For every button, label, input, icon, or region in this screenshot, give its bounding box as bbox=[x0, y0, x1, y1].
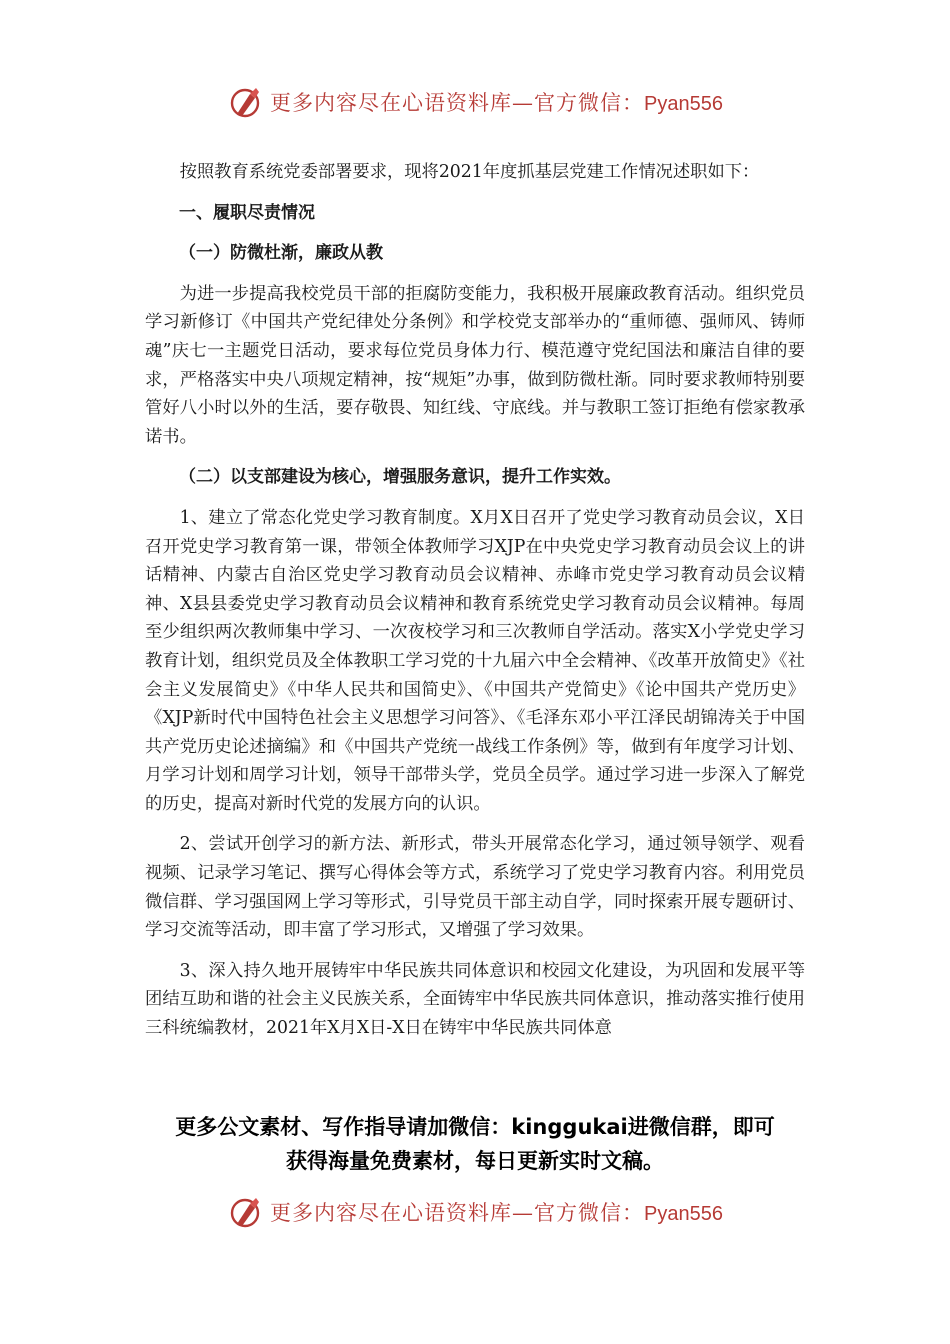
body-paragraph: 为进一步提高我校党员干部的拒腐防变能力，我积极开展廉政教育活动。组织党员学习新修订《中国共产党纪律处分条例》和学校党支部举办的“重师德、强师风、铸师魂”庆七一主题党日活动，要求每位党员身体力行、模范遵守党纪国法和廉洁自律的要求，严格落实中央八项规定精神，按“规矩”办事，做到防微杜渐。同时要求教师特别要管好八小时以外的生活，要存敬畏、知红线、守底线。并与教职工签订拒绝有偿家教承诺书。 bbox=[145, 283, 805, 447]
body-paragraph: 3、深入持久地开展铸牢中华民族共同体意识和校园文化建设，为巩固和发展平等团结互助和谐的社会主义民族关系，全面铸牢中华民族共同体意识，推动落实推行使用三科统编教材，2021年X月X日-X日在铸牢中华民族共同体意 bbox=[145, 960, 805, 1039]
watermark-text: 更多内容尽在心语资料库—官方微信：Pyan556 bbox=[270, 91, 723, 115]
intro-paragraph: 按照教育系统党委部署要求，现将2021年度抓基层党建工作情况述职如下： bbox=[179, 162, 760, 182]
subsection-heading: （二）以支部建设为核心，增强服务意识，提升工作实效。 bbox=[179, 467, 621, 488]
watermark-text: 更多内容尽在心语资料库—官方微信：Pyan556 bbox=[270, 1201, 723, 1225]
footer-watermark bbox=[228, 1192, 748, 1232]
promo-line: 获得海量免费素材，每日更新实时文稿。 bbox=[286, 1149, 664, 1173]
body-paragraph: 2、尝试开创学习的新方法、新形式，带头开展常态化学习，通过领导领学、观看视频、记录学习笔记、撰写心得体会等方式，系统学习了党史学习教育内容。利用党员微信群、学习强国网上学习等形式，引导党员干部主动自学，同时探索开展专题研讨、学习交流等活动，即丰富了学习形式，又增强了学习效果。 bbox=[145, 834, 805, 941]
pen-nib-logo-icon bbox=[228, 1194, 264, 1230]
document-body bbox=[145, 158, 805, 1043]
subsection-heading: （一）防微杜渐，廉政从教 bbox=[179, 243, 383, 264]
promo-line: 更多公文素材、写作指导请加微信：kinggukai进微信群，即可 bbox=[175, 1115, 775, 1139]
promo-banner bbox=[120, 1110, 830, 1178]
pen-nib-logo-icon bbox=[228, 84, 264, 120]
body-paragraph: 1、建立了常态化党史学习教育制度。X月X日召开了党史学习教育动员会议，X日召开党史学习教育第一课，带领全体教师学习XJP在中央党史学习教育动员会议上的讲话精神、内蒙古自治区党史学习教育动员会议精神、赤峰市党史学习教育动员会议精神、X县县委党史学习教育动员会议精神和教育系统党史学习教育动员会议精神。每周至少组织两次教师集中学习、一次夜校学习和三次教师自学活动。落实X小学党史学习教育计划，组织党员及全体教职工学习党的十九届六中全会精神、《改革开放简史》《社会主义发展简史》《中华人民共和国简史》、《中国共产党简史》《论中国共产党历史》《XJP新时代中国特色社会主义思想学习问答》、《毛泽东邓小平江泽民胡锦涛关于中国共产党历史论述摘编》和《中国共产党统一战线工作条例》等，做到有年度学习计划、月学习计划和周学习计划，领导干部带头学，党员全员学。通过学习进一步深入了解党的历史，提高对新时代党的发展方向的认识。 bbox=[145, 507, 805, 814]
section-heading: 一、履职尽责情况 bbox=[179, 202, 315, 223]
header-watermark bbox=[228, 82, 748, 122]
